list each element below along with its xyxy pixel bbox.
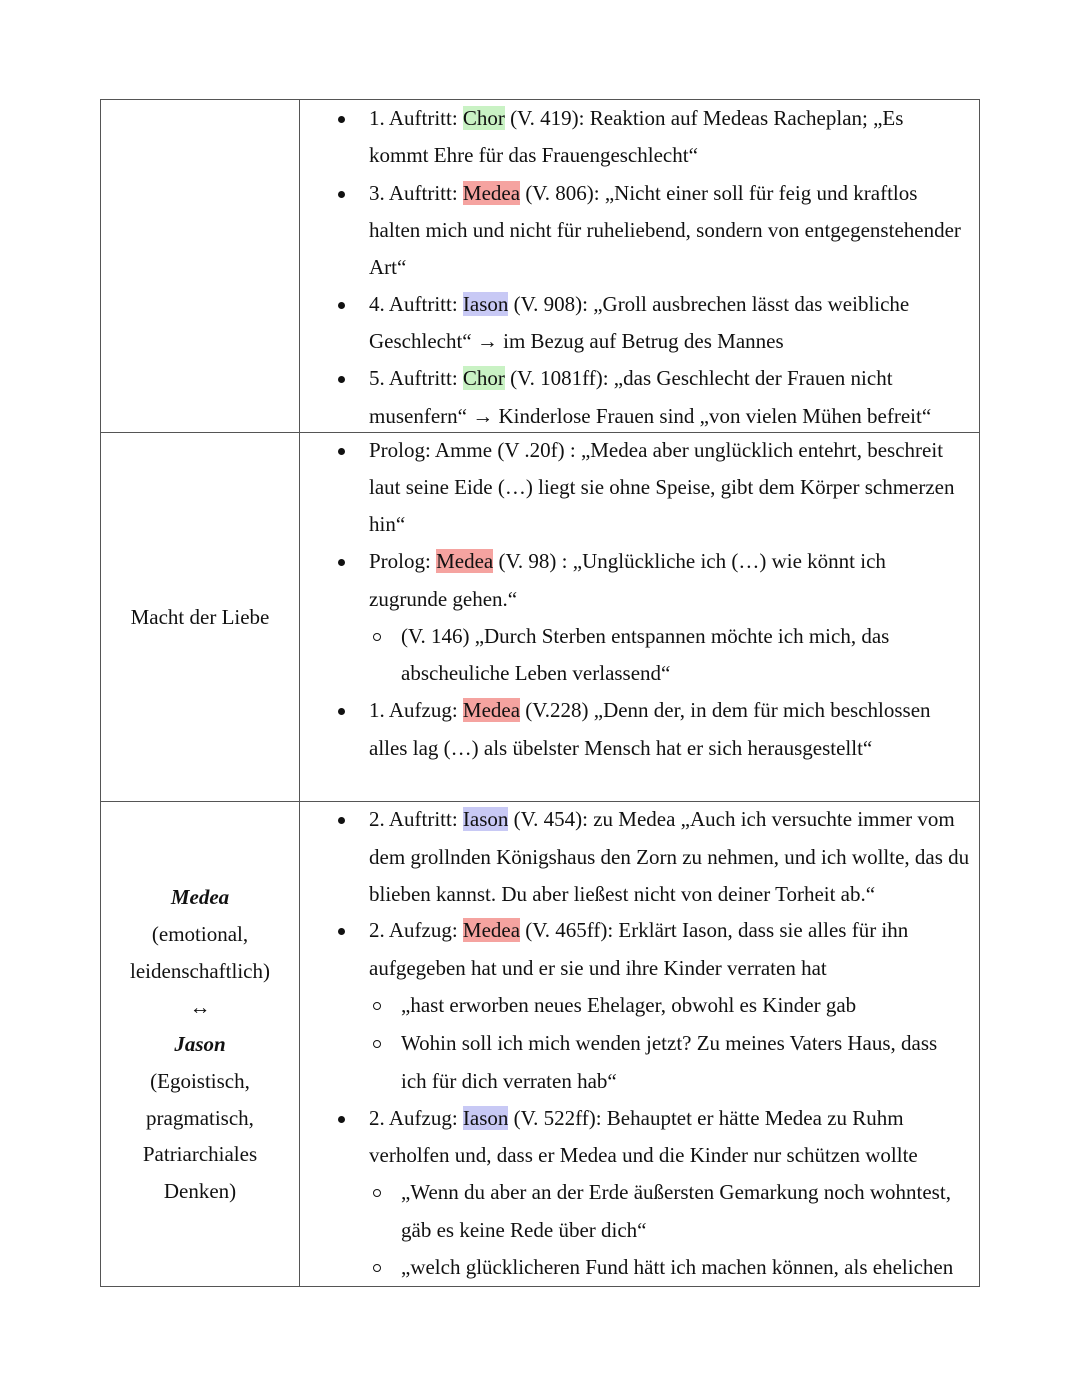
speaker-chor: Chor (462, 366, 505, 390)
bullet-icon (338, 559, 345, 566)
speaker-iason: Iason (462, 292, 509, 316)
list-item: 2. Auftritt: Iason (V. 454): zu Medea „Auch ich versuchte immer vom (369, 807, 955, 831)
row-label-cell (101, 100, 300, 432)
list-item-continuation: laut seine Eide (…) liegt sie ohne Speise, gibt dem Körper schmerzen (369, 475, 955, 499)
list-item: 5. Auftritt: Chor (V. 1081ff): „das Geschlecht der Frauen nicht (369, 366, 893, 390)
list-item-continuation: zugrunde gehen.“ (369, 587, 518, 611)
list-item-continuation: Art“ (369, 255, 407, 279)
speaker-chor: Chor (462, 106, 505, 130)
list-item-continuation: halten mich und nicht für ruheliebend, sondern von entgegenstehender (369, 218, 961, 242)
speaker-medea: Medea (436, 549, 494, 573)
list-item-continuation: verholfen und, dass er Medea und die Kinder nur schützen wollte (369, 1143, 918, 1167)
character-trait: (Egoistisch, (150, 1068, 250, 1093)
list-item-continuation: dem grollnden Königshaus den Zorn zu nehmen, und ich wollte, das du (369, 845, 970, 869)
list-item: 1. Aufzug: Medea (V.228) „Denn der, in dem für mich beschlossen (369, 698, 931, 722)
row-content-cell (301, 802, 979, 1287)
list-item: 2. Aufzug: Iason (V. 522ff): Behauptet er hätte Medea zu Ruhm (369, 1106, 904, 1130)
sub-list-item-continuation: gäb es keine Rede über dich“ (401, 1218, 647, 1242)
list-item-continuation: blieben kannst. Du aber ließest nicht von deiner Torheit ab.“ (369, 882, 876, 906)
list-item-continuation: alles lag (…) als übelster Mensch hat er sich herausgestellt“ (369, 736, 873, 760)
sub-bullet-icon (373, 1264, 381, 1272)
bullet-icon (338, 116, 345, 123)
row-label: Macht der Liebe (130, 604, 270, 629)
bullet-icon (338, 191, 345, 198)
bullet-icon (338, 1116, 345, 1123)
table-row (101, 100, 979, 433)
character-trait: (emotional, (151, 921, 249, 946)
row-label-cell (101, 433, 300, 801)
row-label-cell (101, 802, 300, 1287)
sub-bullet-icon (373, 1002, 381, 1010)
sub-bullet-icon (373, 1040, 381, 1048)
list-item: 1. Auftritt: Chor (V. 419): Reaktion auf Medeas Racheplan; „Es (369, 106, 904, 130)
sub-bullet-icon (373, 633, 381, 641)
speaker-iason: Iason (462, 1106, 509, 1130)
character-comparison (130, 879, 270, 1210)
list-item-continuation: musenfern“ → Kinderlose Frauen sind „von vielen Mühen befreit“ (369, 404, 932, 428)
bullet-icon (338, 302, 345, 309)
character-name-medea: Medea (170, 884, 230, 909)
list-item-continuation: aufgegeben hat und er sie und ihre Kinder verraten hat (369, 956, 827, 980)
notes-table (100, 99, 980, 1287)
character-trait: Denken) (163, 1179, 237, 1204)
bullet-icon (338, 928, 345, 935)
sub-list-item: Wohin soll ich mich wenden jetzt? Zu meines Vaters Haus, dass (401, 1031, 938, 1055)
list-item-continuation: Geschlecht“ → im Bezug auf Betrug des Mannes (369, 329, 784, 353)
sub-list-item-continuation: abscheuliche Leben verlassend“ (401, 661, 671, 685)
character-trait: Patriarchiales (142, 1142, 258, 1167)
list-item-continuation: hin“ (369, 512, 406, 536)
list-item: Prolog: Amme (V .20f) : „Medea aber unglücklich entehrt, beschreit (369, 438, 944, 462)
character-trait: pragmatisch, (146, 1105, 254, 1130)
speaker-medea: Medea (462, 698, 521, 722)
bullet-icon (338, 817, 345, 824)
character-name-jason: Jason (174, 1032, 226, 1057)
list-item: 3. Auftritt: Medea (V. 806): „Nicht einer soll für feig und kraftlos (369, 181, 918, 205)
sub-list-item-continuation: ich für dich verraten hab“ (401, 1069, 617, 1093)
sub-list-item: „welch glücklicheren Fund hätt ich machen können, als ehelichen (401, 1255, 954, 1279)
list-item: 2. Aufzug: Medea (V. 465ff): Erklärt Iason, dass sie alles für ihn (369, 918, 909, 942)
double-arrow-icon: ↔ (189, 995, 211, 1020)
row-content-cell (301, 433, 979, 801)
sub-list-item: „Wenn du aber an der Erde äußersten Gemarkung noch wohntest, (401, 1180, 951, 1204)
list-item: Prolog: Medea (V. 98) : „Unglückliche ich (…) wie könnt ich (369, 549, 886, 573)
sub-list-item: „hast erworben neues Ehelager, obwohl es Kinder gab (401, 993, 857, 1017)
sub-list-item: (V. 146) „Durch Sterben entspannen möchte ich mich, das (401, 624, 890, 648)
sub-bullet-icon (373, 1189, 381, 1197)
table-row (101, 433, 979, 802)
bullet-icon (338, 376, 345, 383)
character-trait: leidenschaftlich) (130, 958, 270, 983)
row-content-cell (301, 100, 979, 432)
speaker-medea: Medea (462, 181, 521, 205)
list-item-continuation: kommt Ehre für das Frauengeschlecht“ (369, 143, 698, 167)
bullet-icon (338, 448, 345, 455)
table-row (101, 802, 979, 1287)
speaker-medea: Medea (462, 918, 521, 942)
bullet-icon (338, 708, 345, 715)
list-item: 4. Auftritt: Iason (V. 908): „Groll ausbrechen lässt das weibliche (369, 292, 910, 316)
speaker-iason: Iason (462, 807, 509, 831)
